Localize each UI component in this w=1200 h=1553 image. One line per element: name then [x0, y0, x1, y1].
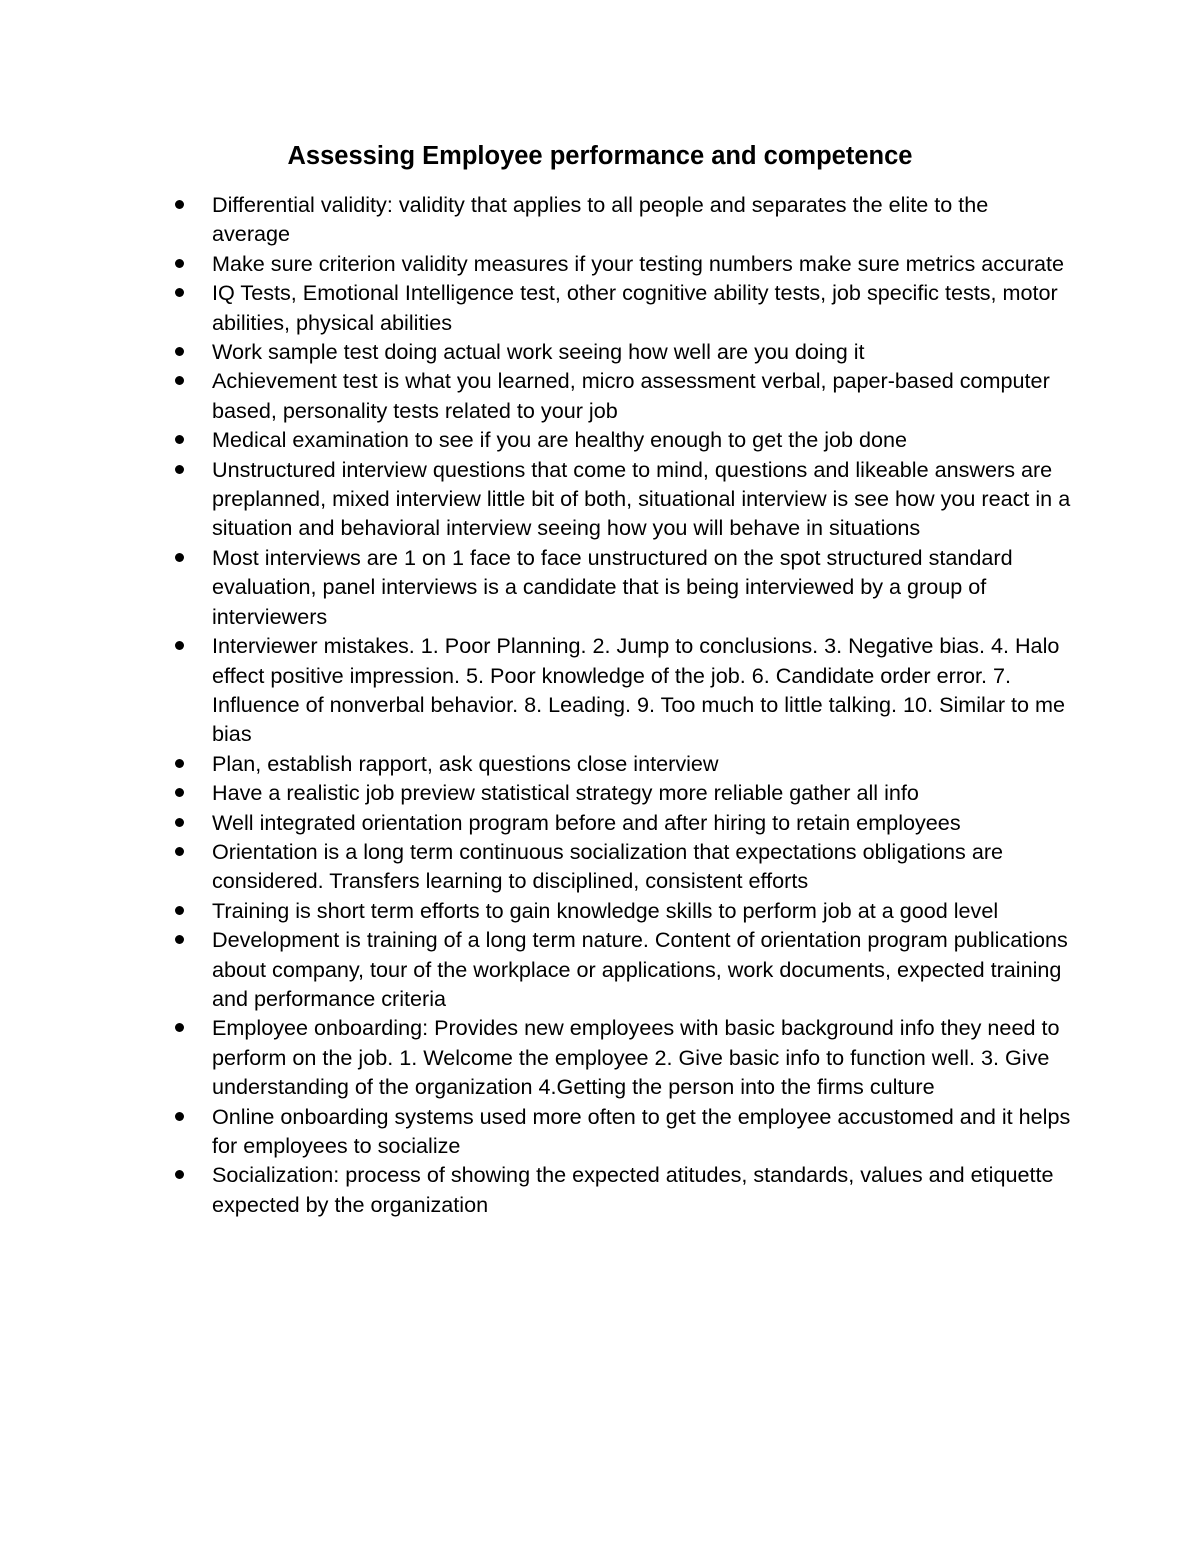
list-item [172, 278, 1072, 337]
page-title: Assessing Employee performance and competence [287, 142, 913, 170]
bullet-dot-icon [175, 818, 184, 827]
list-item-text: Have a realistic job preview statistical strategy more reliable gather all info [212, 780, 919, 806]
list-item [172, 778, 1072, 807]
list-item-text: Differential validity: validity that applies to all people and separates the elite to the average [212, 192, 989, 247]
list-item [172, 749, 1072, 778]
list-item [172, 455, 1072, 543]
list-item-text: Work sample test doing actual work seeing how well are you doing it [212, 339, 865, 365]
bullet-dot-icon [175, 347, 184, 356]
bullet-dot-icon [175, 553, 184, 562]
list-item [172, 631, 1072, 749]
list-item-text: Achievement test is what you learned, micro assessment verbal, paper-based computer based, personality tests related to your job [212, 368, 1050, 423]
list-item [172, 808, 1072, 837]
bullet-dot-icon [175, 759, 184, 768]
bullet-dot-icon [175, 935, 184, 944]
list-item-text: Online onboarding systems used more often to get the employee accustomed and it helps for employees to socialize [212, 1103, 1071, 1158]
bullet-list [172, 190, 1072, 1219]
bullet-dot-icon [175, 1112, 184, 1121]
list-item-text: IQ Tests, Emotional Intelligence test, other cognitive ability tests, job specific tests, motor abilities, physical abilities [212, 280, 1058, 335]
list-item-text: Medical examination to see if you are healthy enough to get the job done [212, 427, 908, 453]
bullet-dot-icon [175, 200, 184, 209]
list-item-text: Training is short term efforts to gain knowledge skills to perform job at a good level [212, 897, 999, 923]
list-item-text: Most interviews are 1 on 1 face to face unstructured on the spot structured standard evaluation, panel interviews is a candidate that is being interviewed by a group of interviewers [212, 544, 1013, 629]
bullet-dot-icon [175, 847, 184, 856]
list-item [172, 1013, 1072, 1101]
bullet-dot-icon [175, 465, 184, 474]
bullet-dot-icon [175, 259, 184, 268]
list-item [172, 1102, 1072, 1161]
list-item [172, 425, 1072, 454]
bullet-dot-icon [175, 1023, 184, 1032]
list-item [172, 925, 1072, 1013]
bullet-dot-icon [175, 435, 184, 444]
list-item-text: Well integrated orientation program before and after hiring to retain employees [212, 809, 961, 835]
list-item [172, 366, 1072, 425]
list-item [172, 337, 1072, 366]
list-item-text: Socialization: process of showing the expected atitudes, standards, values and etiquette expected by the organization [212, 1162, 1054, 1217]
list-item-text: Plan, establish rapport, ask questions close interview [212, 750, 719, 776]
list-item [172, 896, 1072, 925]
list-item-text: Interviewer mistakes. 1. Poor Planning. 2. Jump to conclusions. 3. Negative bias. 4. Halo effect positive impression. 5. Poor knowledge of the job. 6. Candidate order error. 7. Influence of nonverbal behavior. 8. Leading. 9. Too much to little talking. 10. Similar to me bias [212, 633, 1066, 747]
list-item-text: Orientation is a long term continuous socialization that expectations obligations are considered. Transfers learning to disciplined, consistent efforts [212, 838, 1004, 894]
bullet-dot-icon [175, 1170, 184, 1179]
list-item-text: Employee onboarding: Provides new employees with basic background info they need to perform on the job. 1. Welcome the employee 2. Give basic info to function well. 3. Give understanding of the organization 4.Getting the person into the firms culture [212, 1015, 1060, 1100]
list-item-text: Unstructured interview questions that come to mind, questions and likeable answers are preplanned, mixed interview little bit of both, situational interview is see how you react in a situation and behavioral interview seeing how you will behave in situations [212, 456, 1071, 541]
list-item [172, 249, 1072, 278]
list-item-text: Development is training of a long term nature. Content of orientation program publications about company, tour of the workplace or applications, work documents, expected training and performance criteria [212, 927, 1068, 1011]
bullet-dot-icon [175, 288, 184, 297]
list-item [172, 190, 1072, 249]
bullet-dot-icon [175, 788, 184, 797]
bullet-dot-icon [175, 641, 184, 650]
bullet-dot-icon [175, 906, 184, 915]
bullet-dot-icon [175, 376, 184, 385]
list-item [172, 1160, 1072, 1219]
list-item-text: Make sure criterion validity measures if your testing numbers make sure metrics accurate [212, 250, 1065, 276]
list-item [172, 837, 1072, 896]
list-item [172, 543, 1072, 631]
